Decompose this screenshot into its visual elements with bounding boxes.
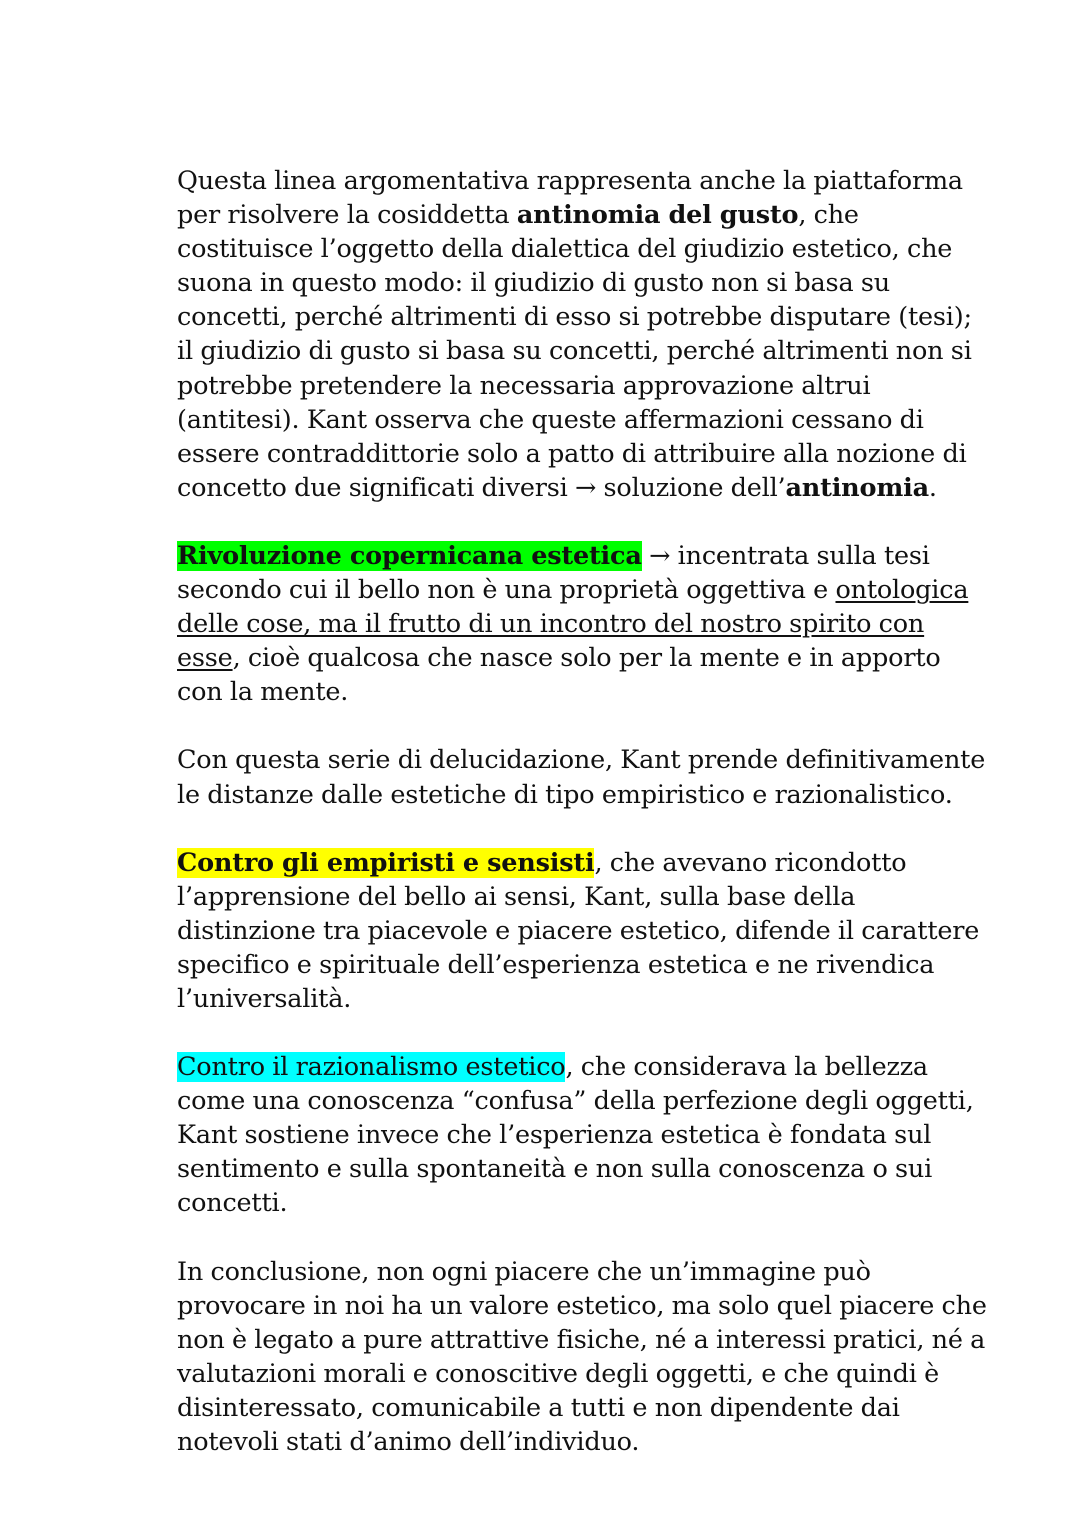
paragraph-delucidazione bbox=[177, 743, 987, 811]
paragraph-text: Con questa serie di delucidazione, Kant prende definitivamente le distanze dalle estetiche di tipo empiristico e razionalistico. bbox=[177, 745, 986, 810]
paragraph-antinomia bbox=[177, 164, 987, 505]
paragraph-text: , che considerava la bellezza come una conoscenza “confusa” della perfezione degli oggetti, Kant sostiene invece che l’esperienza estetica è fondata sul sentimento e sulla spontaneità e non sulla conoscenza o sui concetti. bbox=[177, 1052, 974, 1219]
paragraph-text: . bbox=[928, 472, 937, 503]
paragraph-text: , cioè qualcosa che nasce solo per la mente e in apporto con la mente. bbox=[177, 643, 941, 708]
paragraph-conclusione bbox=[177, 1255, 987, 1460]
bold-term-antinomia-del-gusto: antinomia del gusto bbox=[516, 200, 799, 231]
highlight-rivoluzione-copernicana: Rivoluzione copernicana estetica bbox=[177, 540, 642, 571]
paragraph-text: , che avevano ricondotto l’apprensione del bello ai sensi, Kant, sulla base della distinzione tra piacevole e piacere estetico, difende il carattere specifico e spirituale dell’esperienza estetica e ne rivendica l’universalità. bbox=[177, 847, 980, 1014]
bold-term-antinomia: antinomia bbox=[785, 472, 929, 503]
underlined-text: ontologica delle cose, ma il frutto di un incontro del nostro spirito con esse bbox=[177, 575, 969, 674]
paragraph-empiristi bbox=[177, 846, 987, 1016]
paragraph-text: Questa linea argomentativa rappresenta anche la piattaforma per risolvere la cosiddetta bbox=[177, 166, 963, 231]
paragraph-text: In conclusione, non ogni piacere che un’immagine può provocare in noi ha un valore estetico, ma solo quel piacere che non è legato a pure attrattive fisiche, né a interessi pratici, né a valutazioni morali e conoscitive degli oggetti, e che quindi è disinteressato, comunicabile a tutti e non dipendente dai notevoli stati d’animo dell’individuo. bbox=[177, 1256, 987, 1457]
highlight-contro-empiristi: Contro gli empiristi e sensisti bbox=[177, 847, 595, 878]
paragraph-text: , che costituisce l’oggetto della dialettica del giudizio estetico, che suona in questo modo: il giudizio di gusto non si basa su concetti, perché altrimenti di esso si potrebbe disputare (tesi); il giudizio di gusto si basa su concetti, perché altrimenti non si potrebbe pretendere la necessaria approvazione altrui (antitesi). Kant osserva che queste affermazioni cessano di essere contraddittorie solo a patto di attribuire alla nozione di concetto due significati diversi → soluzione dell’ bbox=[177, 200, 972, 503]
document-body bbox=[177, 164, 987, 1459]
paragraph-text: → incentrata sulla tesi secondo cui il bello non è una proprietà oggettiva e bbox=[177, 540, 930, 606]
paragraph-rivoluzione bbox=[177, 539, 987, 709]
paragraph-razionalismo bbox=[177, 1050, 987, 1220]
highlight-contro-razionalismo: Contro il razionalismo estetico bbox=[177, 1052, 566, 1083]
